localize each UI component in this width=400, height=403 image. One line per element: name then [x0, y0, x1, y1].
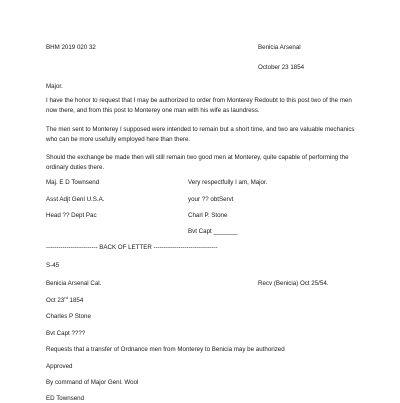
letter-date: October 23 1854 — [258, 64, 305, 71]
back-summary: Requests that a transfer of Ordnance men from Monterey to Benicia may be authorized — [46, 346, 285, 353]
command-note: By command of Major Genl. Wool — [46, 379, 139, 386]
salutation: Major. — [46, 83, 63, 90]
back-rank: Bvt Capt ???? — [46, 330, 86, 337]
approved-note: Approved — [46, 363, 73, 370]
closing-line-1: Very respectfully I am, Major. — [188, 179, 268, 186]
body-paragraph-3: Should the exchange be made then will still remain two good men at Monterey, quite capable of performing the ordinary duties there. — [46, 154, 349, 171]
body-paragraph-1: I have the honor to request that I may be authorized to order from Monterey Redoubt to this post two of the men now there, and from this post to Monterey one man with his wife as laundress. — [46, 97, 352, 114]
addressee-title: Asst Adjt Genl U.S.A. — [46, 196, 105, 203]
received-note: Recv (Benicia) Oct 25/54. — [258, 280, 329, 287]
back-date-suffix: rd — [64, 294, 68, 300]
reference-number: BHM 2019 020 32 — [46, 44, 96, 51]
back-of-letter-divider: ------------------------- BACK OF LETTER ------------------------------- — [46, 244, 218, 251]
addressee-name: Maj. E D Townsend — [46, 179, 100, 186]
closing-line-2: your ?? obtServt — [188, 196, 234, 203]
body-paragraph-2: The men sent to Monterey I supposed were intended to remain but a short time, and two are valuable mechanics who can be more usefully employed here than there. — [46, 126, 355, 143]
back-name: Charles P Stone — [46, 313, 91, 320]
back-signer: ED Townsend — [46, 395, 85, 402]
back-date-year: 1854 — [67, 297, 84, 304]
addressee-department: Head ?? Dept Pac — [46, 212, 97, 219]
back-date-day: Oct 23 — [46, 297, 65, 304]
signature-rank: Bvt Capt _______ — [188, 228, 238, 235]
letter-place: Benicia Arsenal — [258, 44, 301, 51]
back-place: Benicia Arsenal Cal. — [46, 280, 102, 287]
back-date — [46, 294, 84, 305]
back-code: S-45 — [46, 262, 60, 269]
signature-name: Charl P. Stone — [188, 212, 228, 219]
